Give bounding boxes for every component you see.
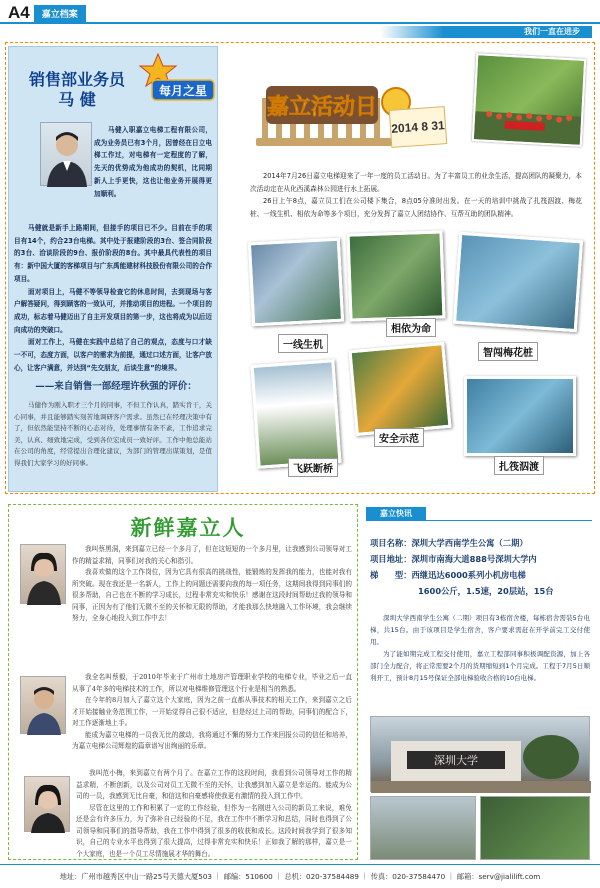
header-slogan: 我们一直在进步 [380, 26, 592, 38]
salesman-text [14, 222, 212, 374]
staff-text-1 [72, 544, 352, 625]
photo-broken-bridge [250, 359, 341, 469]
news-paragraph: 深圳大学西南学生公寓（二期）项目有3栋宿舍楼，每栋宿舍需装5台电梯，共15台。由于该项目是学生宿舍，客户要求需赶在开学前完工交付使用。 [370, 614, 590, 646]
staff-photo-2 [20, 676, 66, 734]
fresh-staff-title: 新鲜嘉立人 [130, 515, 246, 540]
project-name-row [370, 536, 592, 550]
staff-paragraph: 我叫蔡黑洞，来到嘉立已经一个多月了，但在这短短的一个多月里，让我感到公司领导对工作的精益求精，同事们对我的关心和指引。 [72, 545, 352, 565]
elevator-spec: 1600公斤，1.5速，20层站，15台 [418, 586, 554, 596]
activity-logo-text: 嘉立活动日 [266, 95, 378, 120]
staff-paragraph: 我叫范小梅，来到嘉立有两个月了。在嘉立工作的这段时间，我看到公司领导对工作的精益求精，不断创新，以及公司对员工无微不至的关怀，让我感到加入嘉立是幸运的。能成为公司的一员，我感到无比自豪，和信这和自豪感将使我更有激情的投入到工作中。 [76, 769, 352, 800]
photo-safety-demo [348, 342, 451, 436]
header-divider [0, 22, 600, 24]
staff-paragraph: 在今年的8月加入了嘉立这个大家庭，因为之前一直都从事技术的相关工作，来到嘉立之后才开始接触业务范围工作，一开始觉得自己很不适应，但是经过上司的帮助，同事们的配合下，对工作逐渐地上手。 [72, 696, 352, 727]
elevator-model-label: 梯 型： [370, 570, 412, 580]
news-tag: 嘉立快讯 [366, 507, 426, 521]
evaluation-title: ——来自销售一部经理许秋强的评价： [35, 381, 197, 392]
salesman-text-intro [94, 124, 212, 200]
header-left [8, 4, 86, 22]
photo-raft [464, 376, 576, 456]
group-photo [472, 53, 586, 147]
caption-bridge: 飞跃断桥 [288, 458, 338, 477]
activity-paragraph: 26日上午8点，嘉立员工们在公司楼下集合，8点05分准时出发。在一天的培训中挑战了扎筏泅渡、梅花桩、一线生机、相依为命等多个项目，充分发挥了嘉立人团结协作、互帮互助的团队精神。 [250, 197, 582, 218]
staff-paragraph: 我全名叫蔡毅，于2010年毕业于广州市土地房产管理职业学校的电梯专业，毕业之后一直从事了4年多的电梯技术的工作，所以对电梯维修管理这个行业是相当的熟悉。 [72, 673, 352, 693]
campus-photo-2 [480, 796, 590, 860]
news-body [370, 612, 590, 684]
university-gate-photo [370, 716, 590, 792]
staff-paragraph: 能成为嘉立电梯的一员我无比的激动，我将通过不懈的努力工作来回报公司的信任和培养，为嘉立电梯公司辉煌的篇章谱写出绚丽的乐章。 [72, 730, 352, 750]
salesman-paragraph: 面对工作上，马健在实践中总结了自己的观点，态度与口才缺一不可，态度方面，以客户的需求为前提，通过口述方面，让客户放心，让客户满意，并达到“先交朋友，后谈生意”的境界。 [14, 338, 212, 372]
staff-photo-3 [24, 776, 70, 832]
page-header [0, 0, 600, 24]
evaluation-text: 马健作为刚入职才三个月的同事，不但工作认真，踏实肯干，关心同事，并且能够踏实刻苦地调研客户需求。虽然已在经理决策中有了，但依然能坚持不断的心态对待，处理事情有条不紊，工作追求完美，认真、细致地完成，受到各位宏成员一致好评。工作中他总能站在公司的角度，经常提出合理化建议，为部门的管理出谋策划，是值得我们大家学习的好同事。 [14, 401, 212, 467]
photo-mutual-dependence [346, 230, 445, 321]
project-address-label: 项目地址： [370, 554, 412, 564]
page-number: A4 [8, 3, 30, 22]
caption-safety: 安全示范 [374, 428, 424, 447]
project-name-value: 深圳大学西南学生公寓（二期） [411, 538, 528, 548]
photo-lifeline [248, 238, 344, 327]
elevator-model-row [370, 568, 592, 582]
salesman-paragraph: 马健就是新手上路期间，但接手的项目已不少。目前在手的项目有14个，约合23台电梯。其中处于报建阶段的3台、签合同阶段的3台、洽谈阶段的9台、报价阶段的8台。其中最具代表性的项目有：新中国大厦的客梯项目与广东禹能建材科技股份有限公司的合作项目。 [14, 224, 212, 283]
star-badge-icon [138, 52, 216, 104]
caption-plum: 智闯梅花桩 [478, 342, 538, 361]
project-address-row [370, 552, 592, 566]
caption-raft: 扎筏泅渡 [494, 456, 544, 475]
news-paragraph: 为了能如期完成工程交付使用，嘉立工程部同事积极调配资源，加上各部门全力配合，将正常需要2个月的货期缩短到1个月完成。工程于7月5日顺利开工，预计8月15号保证全部电梯验收合格的10台电梯。 [370, 650, 590, 682]
staff-text-3 [76, 768, 352, 860]
project-name-label: 项目名称： [370, 538, 412, 548]
salesman-name: 马 健 [58, 90, 96, 109]
staff-paragraph: 尽管在这里的工作和积累了一定的工作经验，但作为一名刚进入公司的新员工来说，难免还是会有许多压力，为了弥补自己经验的不足，我在工作中不断学习和总结，同时也得到了公司领导和同事们的指导帮助，我在工作中得到了很多的收获和成长。这段时间我学到了很多知识，自己的专业水平也得到了很大提高，过得非常充实和快乐！正如我了解的那样，嘉立是一个大家庭，也是一个员工尽情施展才华的舞台。 [76, 803, 352, 858]
staff-paragraph: 我喜欢做的这个工作岗位，因为它具有很高的挑战性，能锻炼的发挥我的能力，也能对我有所突破。现在我还是一名新人，工作上的问题还需要向我的每一项任务，这期间我得到同事们的很多帮助，自己也在不断的学习成长，过程非常充实和快乐！感谢在这段时间帮助过我的领导和同事，正因为有了他们无微不至的关怀和无限的帮助，才能我那么快地融入工作环境，我会继续努力，全身心地投入到工作中去！ [72, 568, 352, 622]
salesman-role: 销售部业务员 [28, 70, 125, 89]
activity-date-badge [389, 106, 448, 148]
university-sign: 深圳大学 [434, 754, 478, 767]
staff-photo-1 [20, 544, 66, 604]
salesman-paragraph: 马健入职嘉立电梯工程有限公司，成为业务员已有3个月，因曾经在日立电梯工作过，对电梯有一定程度的了解，先天的优势成为他成功的契机，比同期新人上手更快，这也让他业务开展得更加顺利。 [94, 126, 212, 198]
salesman-title [14, 70, 140, 110]
activity-date: 2014 8 31 [390, 118, 446, 136]
salesman-photo [40, 122, 92, 186]
activity-text [250, 170, 582, 220]
photo-plum-stakes [453, 232, 583, 332]
elevator-model-value: 西继迅达6000系列小机房电梯 [411, 570, 526, 580]
page-footer: 地址：广州市越秀区中山一路25号天德大厦503 ｜ 邮编：510600 ｜ 总机：020-37584489 ｜ 传真：020-37584470 ｜ 邮箱：serv@jialilift.com [0, 864, 600, 888]
activity-paragraph: 2014年7月26日嘉立电梯迎来了一年一度的员工活动日。为了丰富员工的业余生活，提高团队的凝聚力，本次活动定在从化西溪森林公园进行水上拓展。 [250, 172, 582, 193]
news-divider [426, 520, 592, 521]
caption-lifeline: 一线生机 [278, 334, 328, 353]
campus-photo-1 [370, 796, 476, 860]
salesman-paragraph: 面对项目上，马健不等领导检查它的休息时间，去到现场与客户解答疑问，得到顾客的一致认可，并推动项目的进程。一个项目的成功，标志着马健迈出了自主开发项目的第一步，这也将成为以后迈向成功的突破口。 [14, 287, 212, 334]
section-tag: 嘉立档案 [34, 5, 86, 22]
badge-text: 每月之星 [158, 84, 208, 98]
caption-mutual: 相依为命 [386, 318, 436, 337]
project-address-value: 深圳市南海大道888号深圳大学内 [411, 554, 537, 564]
staff-text-2 [72, 672, 352, 753]
